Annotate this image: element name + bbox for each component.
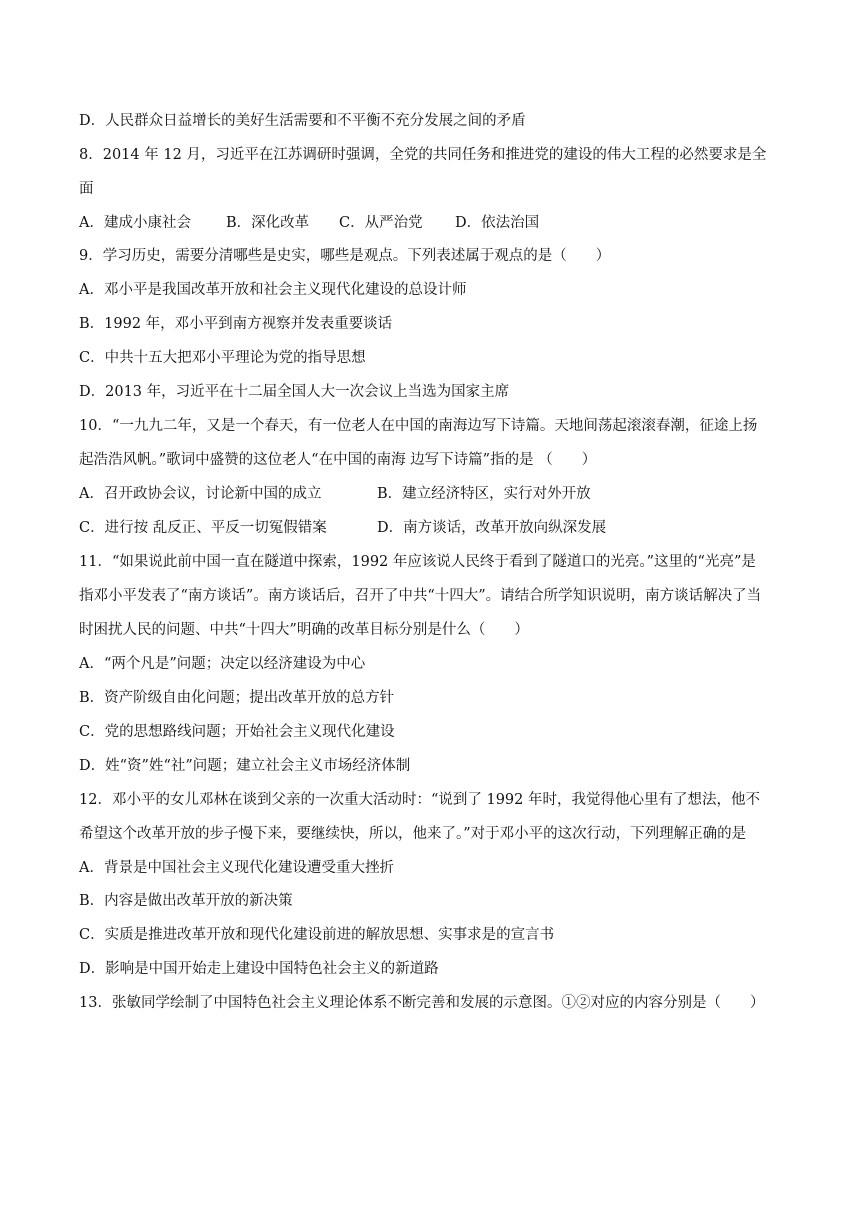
q11-option-b: B．资产阶级自由化问题；提出改革开放的总方针 xyxy=(79,690,395,706)
q10-option-b: B．建立经济特区，实行对外开放 xyxy=(377,486,591,502)
q11-stem-line3: 时困扰人民的问题、中共“十四大”明确的改革目标分别是什么（ ） xyxy=(79,622,529,638)
q12-stem-line1: 12．邓小平的女儿邓林在谈到父亲的一次重大活动时：“说到了 1992 年时，我觉得他心里有了想法，他不 xyxy=(79,792,760,808)
q11-option-a: A．“两个凡是”问题；决定以经济建设为中心 xyxy=(79,656,366,672)
q10-options-row2 xyxy=(79,518,606,538)
q10-stem-line2: 起浩浩风帆。”歌词中盛赞的这位老人“在中国的南海 边写下诗篇”指的是 （ ） xyxy=(79,452,597,468)
q10-option-c: C．进行按 乱反正、平反一切冤假错案 xyxy=(79,520,327,536)
q8-option-a: A．建成小康社会 xyxy=(79,215,191,231)
q9-option-d: D．2013 年，习近平在十二届全国人大一次会议上当选为国家主席 xyxy=(79,384,510,400)
q13-stem: 13．张敏同学绘制了中国特色社会主义理论体系不断完善和发展的示意图。①②对应的内容分别是（ ） xyxy=(79,995,765,1011)
q11-option-d: D．姓“资”姓“社”问题；建立社会主义市场经济体制 xyxy=(79,758,411,774)
q12-option-c: C．实质是推进改革开放和现代化建设前进的解放思想、实事求是的宣言书 xyxy=(79,927,555,943)
q8-stem-line1: 8．2014 年 12 月，习近平在江苏调研时强调，全党的共同任务和推进党的建设的伟大工程的必然要求是全 xyxy=(79,147,767,163)
q8-stem-line2: 面 xyxy=(79,181,94,197)
q12-option-a: A．背景是中国社会主义现代化建设遭受重大挫折 xyxy=(79,860,394,876)
q12-option-b: B．内容是做出改革开放的新决策 xyxy=(79,893,293,909)
q8-option-c: C．从严治党 xyxy=(339,215,423,231)
q8-option-b: B．深化改革 xyxy=(226,215,310,231)
q10-stem-line1: 10．“一九九二年，又是一个春天，有一位老人在中国的南海边写下诗篇。天地间荡起滚滚春潮，征途上扬 xyxy=(79,418,758,434)
q9-stem: 9．学习历史，需要分清哪些是史实，哪些是观点。下列表述属于观点的是（ ） xyxy=(79,248,611,264)
q9-option-a: A．邓小平是我国改革开放和社会主义现代化建设的总设计师 xyxy=(79,282,467,298)
q10-option-a: A．召开政协会议，讨论新中国的成立 xyxy=(79,486,322,502)
q11-stem-line2: 指邓小平发表了“南方谈话”。南方谈话后，召开了中共“十四大”。请结合所学知识说明，南方谈话解决了当 xyxy=(79,588,762,604)
q8-options xyxy=(79,213,539,233)
q8-option-d: D．依法治国 xyxy=(455,215,540,231)
q10-options-row1 xyxy=(79,484,591,504)
q12-option-d: D．影响是中国开始走上建设中国特色社会主义的新道路 xyxy=(79,961,439,977)
q9-option-c: C．中共十五大把邓小平理论为党的指导思想 xyxy=(79,350,366,366)
q7-option-d: D．人民群众日益增长的美好生活需要和不平衡不充分发展之间的矛盾 xyxy=(79,113,526,129)
q11-stem-line1: 11．“如果说此前中国一直在隧道中探索，1992 年应该说人民终于看到了隧道口的光亮。”这里的“光亮”是 xyxy=(79,554,756,570)
q12-stem-line2: 希望这个改革开放的步子慢下来，要继续快，所以，他来了。”对于邓小平的这次行动，下列理解正确的是 xyxy=(79,826,747,842)
q11-option-c: C．党的思想路线问题；开始社会主义现代化建设 xyxy=(79,724,395,740)
q9-option-b: B．1992 年，邓小平到南方视察并发表重要谈话 xyxy=(79,316,393,332)
q10-option-d: D．南方谈话，改革开放向纵深发展 xyxy=(377,520,607,536)
